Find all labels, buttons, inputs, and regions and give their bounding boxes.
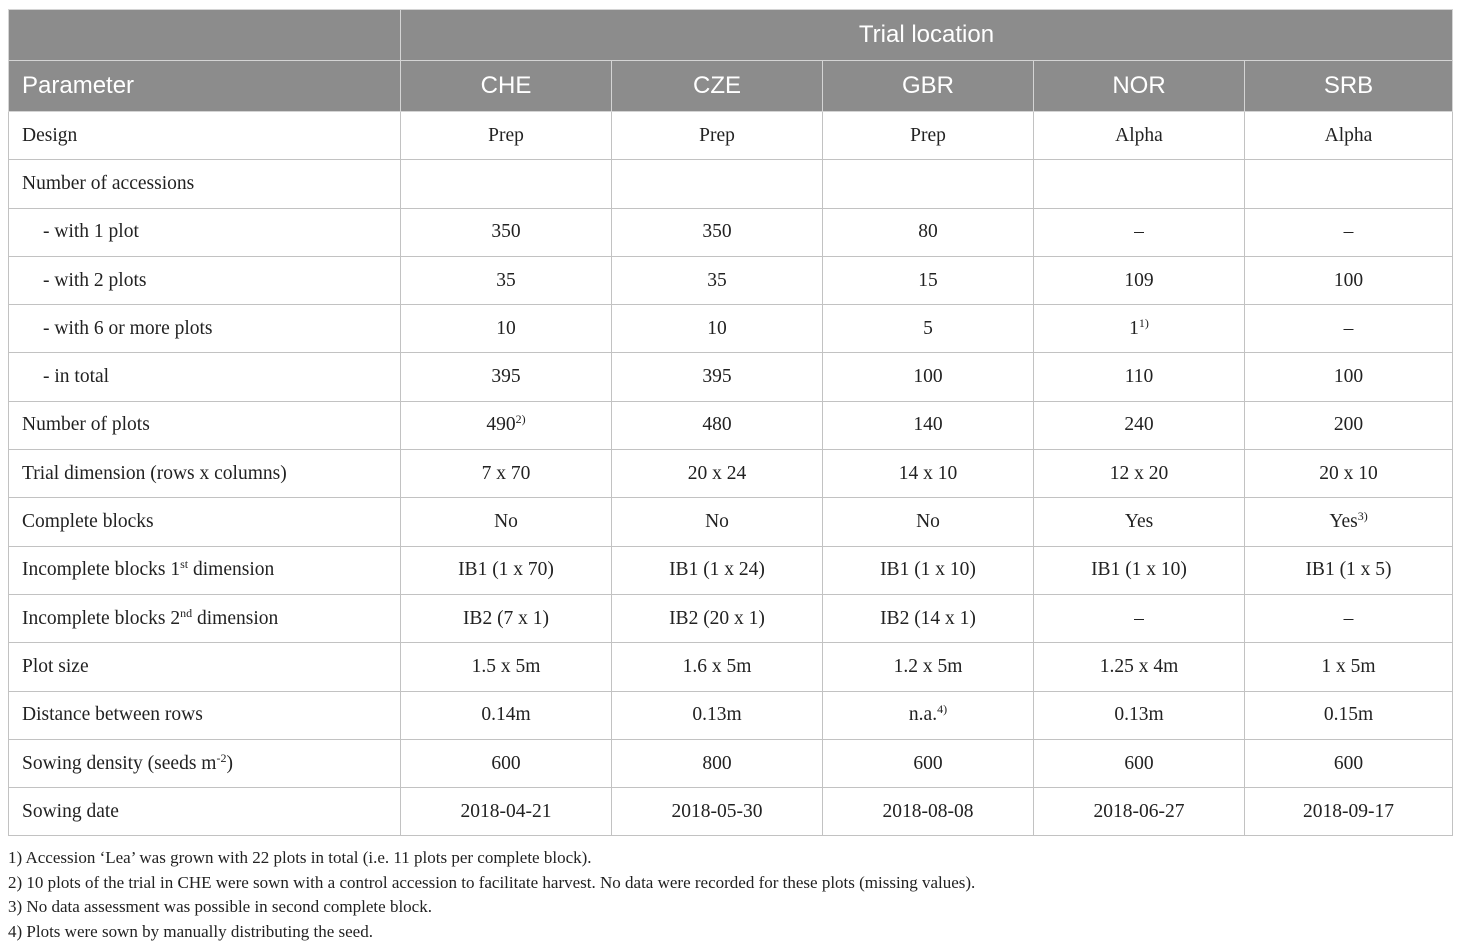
trial-table-container xyxy=(8,9,1452,836)
table-cell xyxy=(823,739,1034,787)
table-cell xyxy=(612,643,823,691)
trial-parameters-table xyxy=(8,9,1453,836)
cell-value: – xyxy=(1343,221,1354,243)
table-cell xyxy=(1245,788,1453,836)
cell-value: 10 xyxy=(707,317,727,339)
table-row xyxy=(9,353,1453,401)
table-cell xyxy=(1245,112,1453,160)
table-cell xyxy=(1245,691,1453,739)
trial-location-header: Trial location xyxy=(401,10,1453,61)
row-label-suffix: ) xyxy=(226,752,233,774)
table-cell xyxy=(1245,739,1453,787)
cell-value: 0.14m xyxy=(481,704,531,726)
table-cell xyxy=(401,450,612,498)
row-label-text: Distance between rows xyxy=(22,704,203,726)
row-label-text: Sowing date xyxy=(22,800,119,822)
cell-value: 240 xyxy=(1124,414,1154,436)
cell-value: 395 xyxy=(491,366,521,388)
cell-value: 0.13m xyxy=(692,704,742,726)
row-label xyxy=(9,401,401,449)
cell-value: 5 xyxy=(923,317,933,339)
cell-value: 600 xyxy=(1124,752,1154,774)
row-label xyxy=(9,160,401,208)
table-cell xyxy=(612,450,823,498)
cell-value: 490 xyxy=(486,414,516,436)
row-label-text: Complete blocks xyxy=(22,511,154,533)
table-cell xyxy=(1245,160,1453,208)
cell-value: Prep xyxy=(488,124,524,146)
table-header xyxy=(9,10,1453,112)
cell-value: 0.15m xyxy=(1323,704,1374,726)
table-cell xyxy=(612,208,823,256)
cell-value: 0.13m xyxy=(1114,704,1164,726)
cell-value: 1 x 5m xyxy=(1321,655,1376,677)
table-row xyxy=(9,305,1453,353)
cell-value: 14 x 10 xyxy=(898,462,958,484)
table-row xyxy=(9,498,1453,546)
row-label xyxy=(9,305,401,353)
cell-value: – xyxy=(1134,607,1144,629)
table-cell xyxy=(612,256,823,304)
table-cell xyxy=(1245,256,1453,304)
cell-value: 80 xyxy=(918,221,938,243)
cell-value: 1 xyxy=(1129,317,1139,339)
table-cell xyxy=(1034,498,1245,546)
footnote-3: 3) No data assessment was possible in second complete block. xyxy=(8,897,432,916)
row-label xyxy=(9,498,401,546)
cell-value: – xyxy=(1343,607,1354,629)
cell-value: 10 xyxy=(496,317,516,339)
table-cell xyxy=(1034,739,1245,787)
table-cell xyxy=(401,594,612,642)
table-cell xyxy=(1245,546,1453,594)
table-cell xyxy=(823,643,1034,691)
table-cell xyxy=(823,305,1034,353)
cell-value: n.a. xyxy=(908,704,938,726)
cell-value: Prep xyxy=(699,124,735,146)
row-label-text: Plot size xyxy=(22,655,89,677)
cell-value: Yes xyxy=(1124,511,1154,533)
cell-value: 110 xyxy=(1124,366,1154,388)
cell-value: 395 xyxy=(702,366,732,388)
cell-value: 100 xyxy=(1333,269,1364,291)
table-row xyxy=(9,208,1453,256)
row-label xyxy=(9,208,401,256)
cell-value: 2018-05-30 xyxy=(671,800,763,822)
cell-value: 1.6 x 5m xyxy=(682,655,752,677)
row-label-text: Incomplete blocks 2 xyxy=(22,607,181,629)
cell-value: IB1 (1 x 10) xyxy=(880,559,976,581)
row-label-text: Incomplete blocks 1 xyxy=(22,559,181,581)
table-row xyxy=(9,401,1453,449)
footnote-2: 2) 10 plots of the trial in CHE were sown with a control accession to facilitate harvest. No data were recorded for these plots (missing values). xyxy=(8,872,976,892)
header-empty-cell xyxy=(9,10,401,61)
table-row xyxy=(9,160,1453,208)
table-cell xyxy=(823,450,1034,498)
table-cell xyxy=(401,256,612,304)
table-cell xyxy=(401,160,612,208)
table-cell xyxy=(401,112,612,160)
table-cell xyxy=(823,401,1034,449)
cell-value: 20 x 24 xyxy=(687,462,747,484)
table-cell xyxy=(1034,788,1245,836)
footnote-marker: 1) xyxy=(1138,315,1149,330)
header-group-row xyxy=(9,10,1453,61)
cell-value: 480 xyxy=(702,414,732,436)
table-cell xyxy=(1245,643,1453,691)
location-header-gbr: GBR xyxy=(823,61,1034,112)
table-cell xyxy=(612,401,823,449)
footnotes xyxy=(8,846,1452,944)
table-cell xyxy=(823,498,1034,546)
cell-value: IB2 (7 x 1) xyxy=(462,607,550,629)
cell-value: 35 xyxy=(496,269,516,291)
cell-value: Alpha xyxy=(1324,124,1373,146)
table-cell xyxy=(1034,208,1245,256)
row-label xyxy=(9,353,401,401)
table-row xyxy=(9,112,1453,160)
row-label xyxy=(9,594,401,642)
cell-value: 600 xyxy=(913,752,943,774)
table-cell xyxy=(823,112,1034,160)
table-cell xyxy=(1034,256,1245,304)
cell-value: IB2 (20 x 1) xyxy=(669,607,765,629)
cell-value: 7 x 70 xyxy=(481,462,531,484)
cell-value: 1.5 x 5m xyxy=(471,655,541,677)
table-row xyxy=(9,788,1453,836)
table-cell xyxy=(612,546,823,594)
table-cell xyxy=(401,305,612,353)
row-label xyxy=(9,691,401,739)
row-label-text: Number of accessions xyxy=(22,172,195,194)
row-label xyxy=(9,546,401,594)
table-cell xyxy=(612,691,823,739)
row-label xyxy=(9,256,401,304)
table-cell xyxy=(823,594,1034,642)
footnote-marker: 4) xyxy=(937,702,948,717)
table-row xyxy=(9,594,1453,642)
footnote-marker: 2) xyxy=(515,412,526,427)
table-cell xyxy=(823,353,1034,401)
cell-value: Prep xyxy=(910,124,946,146)
table-cell xyxy=(401,401,612,449)
cell-value: 140 xyxy=(913,414,943,436)
cell-value: Alpha xyxy=(1115,124,1163,146)
table-cell xyxy=(612,788,823,836)
table-cell xyxy=(823,788,1034,836)
footnote-4: 4) Plots were sown by manually distributing the seed. xyxy=(8,921,373,941)
cell-value: IB1 (1 x 10) xyxy=(1091,559,1187,581)
location-header-cze: CZE xyxy=(612,61,823,112)
table-cell xyxy=(401,691,612,739)
table-cell xyxy=(1034,691,1245,739)
table-cell xyxy=(612,594,823,642)
location-header-che: CHE xyxy=(401,61,612,112)
table-cell xyxy=(612,305,823,353)
table-row xyxy=(9,643,1453,691)
table-cell xyxy=(401,498,612,546)
table-row xyxy=(9,546,1453,594)
row-label-text: Design xyxy=(22,124,78,146)
cell-value: No xyxy=(916,511,940,533)
cell-value: 200 xyxy=(1333,414,1364,436)
row-label-text: Number of plots xyxy=(22,414,150,436)
table-cell xyxy=(1245,208,1453,256)
table-cell xyxy=(1034,450,1245,498)
table-cell xyxy=(401,353,612,401)
cell-value: IB1 (1 x 5) xyxy=(1305,559,1392,581)
table-cell xyxy=(1034,546,1245,594)
table-cell xyxy=(401,643,612,691)
row-label xyxy=(9,643,401,691)
row-label-text: - in total xyxy=(43,366,110,388)
table-cell xyxy=(401,788,612,836)
table-cell xyxy=(1245,450,1453,498)
cell-value: No xyxy=(494,511,518,533)
table-cell xyxy=(401,546,612,594)
row-label-superscript: nd xyxy=(180,605,193,620)
row-label-text: - with 1 plot xyxy=(43,221,139,243)
row-label-text: Trial dimension (rows x columns) xyxy=(22,462,287,484)
cell-value: IB1 (1 x 70) xyxy=(458,559,554,581)
table-cell xyxy=(823,208,1034,256)
cell-value: 109 xyxy=(1124,269,1154,291)
cell-value: – xyxy=(1134,221,1144,243)
location-header-srb: SRB xyxy=(1245,61,1453,112)
footnote-1: 1) Accession ‘Lea’ was grown with 22 plots in total (i.e. 11 plots per complete block). xyxy=(8,848,592,867)
table-row xyxy=(9,256,1453,304)
table-row xyxy=(9,450,1453,498)
table-cell xyxy=(1034,643,1245,691)
cell-value: 600 xyxy=(1333,752,1364,774)
row-label-text: Sowing density (seeds m xyxy=(22,752,217,774)
table-cell xyxy=(823,546,1034,594)
table-cell xyxy=(612,160,823,208)
table-cell xyxy=(823,256,1034,304)
cell-value: 350 xyxy=(491,221,521,243)
cell-value: IB1 (1 x 24) xyxy=(669,559,765,581)
table-cell xyxy=(1034,353,1245,401)
table-cell xyxy=(1245,594,1453,642)
table-cell xyxy=(1034,594,1245,642)
row-label-superscript: -2 xyxy=(216,750,227,765)
table-row xyxy=(9,739,1453,787)
footnote-marker: 3) xyxy=(1357,509,1368,524)
table-cell xyxy=(401,739,612,787)
cell-value: 20 x 10 xyxy=(1319,462,1378,484)
row-label xyxy=(9,739,401,787)
row-label-superscript: st xyxy=(180,557,189,572)
table-cell xyxy=(1245,353,1453,401)
table-cell xyxy=(401,208,612,256)
table-cell xyxy=(823,160,1034,208)
cell-value: IB2 (14 x 1) xyxy=(880,607,976,629)
cell-value: 35 xyxy=(707,269,727,291)
cell-value: 2018-06-27 xyxy=(1093,800,1185,822)
row-label xyxy=(9,788,401,836)
table-body xyxy=(9,112,1453,836)
row-label-suffix: dimension xyxy=(192,607,279,629)
table-cell xyxy=(1245,498,1453,546)
row-label xyxy=(9,450,401,498)
row-label-text: - with 6 or more plots xyxy=(43,317,213,339)
cell-value: – xyxy=(1343,317,1354,339)
cell-value: 1.2 x 5m xyxy=(893,655,963,677)
header-column-row xyxy=(9,61,1453,112)
table-cell xyxy=(612,739,823,787)
table-cell xyxy=(612,353,823,401)
table-cell xyxy=(612,112,823,160)
location-header-nor: NOR xyxy=(1034,61,1245,112)
cell-value: 1.25 x 4m xyxy=(1099,655,1179,677)
cell-value: 800 xyxy=(702,752,732,774)
cell-value: 12 x 20 xyxy=(1109,462,1169,484)
table-cell xyxy=(1034,160,1245,208)
table-cell xyxy=(1245,401,1453,449)
table-cell xyxy=(1034,401,1245,449)
table-cell xyxy=(1034,305,1245,353)
row-label xyxy=(9,112,401,160)
table-cell xyxy=(1034,112,1245,160)
cell-value: 2018-09-17 xyxy=(1303,800,1394,822)
cell-value: 15 xyxy=(918,269,938,291)
cell-value: 100 xyxy=(1333,366,1364,388)
table-cell xyxy=(612,498,823,546)
table-cell xyxy=(823,691,1034,739)
parameter-header: Parameter xyxy=(9,61,401,112)
cell-value: 2018-08-08 xyxy=(882,800,974,822)
row-label-suffix: dimension xyxy=(188,559,275,581)
cell-value: 2018-04-21 xyxy=(460,800,552,822)
cell-value: Yes xyxy=(1329,511,1358,533)
row-label-text: - with 2 plots xyxy=(43,269,147,291)
table-cell xyxy=(1245,305,1453,353)
cell-value: No xyxy=(705,511,729,533)
table-row xyxy=(9,691,1453,739)
cell-value: 100 xyxy=(913,366,943,388)
cell-value: 600 xyxy=(491,752,521,774)
cell-value: 350 xyxy=(702,221,732,243)
